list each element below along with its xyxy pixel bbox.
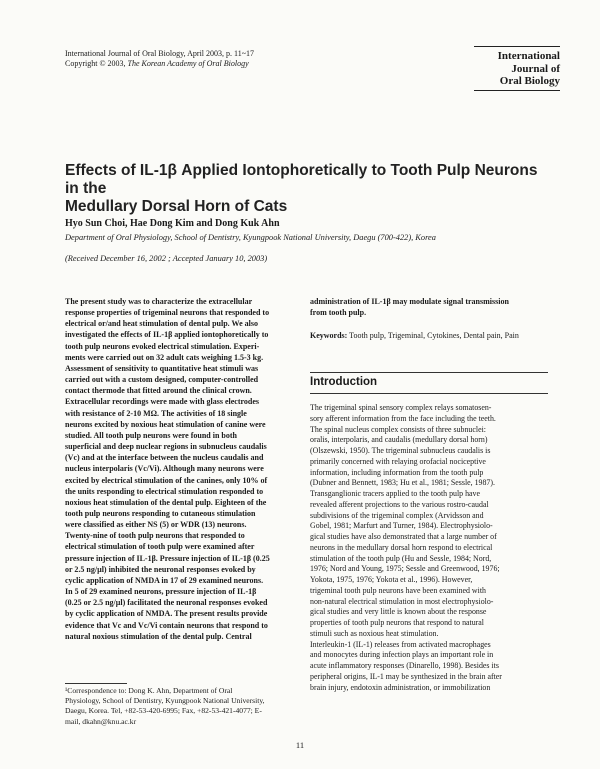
copyright-prefix: Copyright <box>65 59 100 68</box>
intro-line: (Olszewski, 1950). The trigeminal subnucleus caudalis is <box>310 446 491 455</box>
intro-line: 1976; Nord and Young, 1975; Sessle and Greenwood, 1976; <box>310 564 500 574</box>
abstract-line: response properties of trigeminal neurons that responded to <box>65 308 270 318</box>
intro-line: trigeminal tooth pulp neurons have been examined with <box>310 585 486 595</box>
abstract-line: by cyclic application of NMDA. The present results provide <box>65 609 268 619</box>
intro-line: brain injury, endotoxin administration, or immobilization <box>310 682 491 692</box>
abstract-line: or 2.5 ng/µl) inhibited the neuronal responses evoked by <box>65 564 256 574</box>
intro-line: (Dubner and Bennett, 1983; Hu et al., 1981; Sessle, 1987). <box>310 478 495 488</box>
intro-line: Transganglionic tracers applied to the tooth pulp have <box>310 489 480 498</box>
affiliation: Department of Oral Physiology, School of Dentistry, Kyungpook National University, Daegu (700-422), Korea <box>65 233 436 242</box>
abstract-line: electrical or/and heat stimulation of dental pulp. We also <box>65 319 258 329</box>
abstract-line: were classified as either NS (5) or WDR (13) neurons. <box>65 520 247 530</box>
correspondence-footnote <box>65 686 296 727</box>
abstract-line: studied. All tooth pulp neurons were found in both <box>65 430 237 440</box>
intro-line: and monocytes during infection plays an important role in <box>310 650 494 660</box>
footnote-line: Physiology, School of Dentistry, Kyungpook National University, <box>65 696 265 706</box>
journal-name-line: Oral Biology <box>499 75 560 87</box>
intro-line: acute inflammatory responses (Dinarello, 1998). Besides its <box>310 661 499 670</box>
intro-line: subdivisions of the trigeminal complex (Arvidsson and <box>310 510 484 520</box>
abstract-line: tooth pulp neurons responding to cutaneous stimulation <box>65 508 256 518</box>
intro-line: sory afferent information from the face including the teeth. <box>310 413 496 423</box>
title-line: Effects of IL-1β Applied Iontophoretically to Tooth Pulp Neurons in the <box>65 162 538 197</box>
footnote-line: mail, dkahn@knu.ac.kr <box>65 716 137 726</box>
abstract-line: neurons excited by noxious heat stimulation of canine were <box>65 419 266 429</box>
intro-line: The trigeminal spinal sensory complex relays somatosen- <box>310 403 492 412</box>
abstract-line: In 5 of 29 examined neurons, pressure injection of IL-1β <box>65 587 257 597</box>
journal-name-line: Journal of <box>511 62 560 75</box>
section-bottom-rule <box>310 393 548 394</box>
page-number: 11 <box>295 740 305 750</box>
keywords-label: Keywords: <box>310 331 348 340</box>
introduction-text <box>310 403 548 693</box>
intro-line: information, including information from the tooth pulp <box>310 467 484 477</box>
section-top-rule <box>310 372 548 373</box>
abstract-line: pressure injection of IL-1β. Pressure injection of IL-1β (0.25 <box>65 553 270 563</box>
keywords <box>310 330 548 341</box>
journal-bottom-rule <box>474 90 560 91</box>
intro-line: Gobel, 1981; Marfurt and Turner, 1984). Electrophysiolo- <box>310 521 493 531</box>
abstract-line: from tooth pulp. <box>310 308 367 318</box>
journal-name-box <box>474 50 560 88</box>
abstract-line: Twenty-nine of tooth pulp neurons that responded to <box>65 531 245 541</box>
intro-line: The spinal nucleus complex consists of three subnuclei: <box>310 424 486 434</box>
abstract-line: electrical stimulation of tooth pulp were examined after <box>65 542 255 552</box>
abstract-line: administration of IL-1β may modulate signal transmission <box>310 297 509 306</box>
journal-name-line: International <box>497 50 560 62</box>
intro-line: revealed afferent projections to the various rostro-caudal <box>310 499 489 509</box>
intro-line: Yokota, 1975, 1976; Yokota et al., 1996). However, <box>310 575 473 584</box>
title-line: Medullary Dorsal Horn of Cats <box>65 198 288 215</box>
intro-line: Interleukin-1 (IL-1) releases from activated macrophages <box>310 639 491 649</box>
intro-line: oralis, interpolaris, and caudalis (medullary dorsal horn) <box>310 435 488 445</box>
intro-line: gical studies and very little is known about the response <box>310 607 487 617</box>
abstract-line: evidence that Vc and Vc/Vi contain neurons that respond to <box>65 620 268 630</box>
footnote-rule <box>65 683 127 684</box>
abstract-line: (0.25 or 2.5 ng/µl) facilitated the neuronal responses evoked <box>65 598 268 608</box>
keywords-text: Tooth pulp, Trigeminal, Cytokines, Dental pain, Pain <box>347 331 519 340</box>
intro-line: peripheral origins, IL-1 may be synthesized in the brain after <box>310 671 502 681</box>
intro-line: properties of tooth pulp neurons that respond to natural <box>310 618 484 627</box>
intro-line: stimuli such as noxious heat stimulation. <box>310 628 439 638</box>
abstract-continuation <box>310 296 548 318</box>
intro-line: stimulation of the tooth pulp (Hu and Sessle, 1984; Nord, <box>310 553 492 563</box>
footnote-line: ¹Correspondence to: Dong K. Ahn, Department of Oral <box>65 686 233 695</box>
abstract-line: Assessment of sensitivity to quantitative heat stimuli was <box>65 363 259 373</box>
copyright-line <box>65 59 249 69</box>
intro-line: gical studies have also demonstrated that a large number of <box>310 532 497 541</box>
abstract <box>65 296 296 642</box>
abstract-line: the units responding to electrical stimulation responded to <box>65 486 264 496</box>
journal-top-rule <box>474 46 560 47</box>
abstract-line: carried out with a custom designed, computer-controlled <box>65 375 259 385</box>
received-dates: (Received December 16, 2002 ; Accepted January 10, 2003) <box>65 254 268 263</box>
footnote-line: Daegu, Korea. Tel, +82-53-420-6995; Fax, +82-53-421-4077; E- <box>65 706 262 716</box>
abstract-line: noxious heat stimulation of the dental pulp. Eighteen of the <box>65 497 267 507</box>
author-list: Hyo Sun Choi, Hae Dong Kim and Dong Kuk Ahn <box>65 218 280 229</box>
abstract-line: with resistance of 2-10 MΩ. The activities of 18 single <box>65 408 247 418</box>
abstract-line: natural noxious stimulation of the dental pulp. Central <box>65 631 252 641</box>
abstract-line: cyclic application of NMDA in 17 of 29 examined neurons. <box>65 575 264 585</box>
citation-line: International Journal of Oral Biology, April 2003, p. 11~17 <box>65 49 255 58</box>
copyright-holder: The Korean Academy of Oral Biology <box>127 59 249 68</box>
abstract-line: investigated the effects of IL-1β applied iontophoretically to <box>65 330 269 340</box>
intro-line: primarily concerned with relaying orofacial nociceptive <box>310 456 486 466</box>
intro-line: non-natural electrical stimulation in most electrophysiolo- <box>310 596 494 606</box>
article-title <box>65 162 555 216</box>
copyright-year: 2003, <box>105 59 128 68</box>
abstract-line: superficial and deep nuclear regions in subnucleus caudalis <box>65 442 267 452</box>
abstract-line: nucleus interpolaris (Vc/Vi). Although many neurons were <box>65 464 264 474</box>
abstract-line: Extracellular recordings were made with glass electrodes <box>65 397 260 407</box>
abstract-line: excited by electrical stimulation of the canines, only 10% of <box>65 475 268 485</box>
abstract-line: The present study was to characterize the extracellular <box>65 297 253 306</box>
copyright-icon: © <box>99 59 106 68</box>
intro-line: neurons in the medullary dorsal horn respond to electrical <box>310 542 493 552</box>
abstract-line: (Vc) and at the interface between the nucleus caudalis and <box>65 453 264 463</box>
abstract-line: contact thermode that fitted around the clinical crown. <box>65 386 252 396</box>
abstract-line: tooth pulp neurons evoked electrical stimulation. Experi- <box>65 341 260 351</box>
section-heading: Introduction <box>310 376 378 388</box>
abstract-line: ments were carried out on 32 adult cats weighing 1.5-3 kg. <box>65 352 264 362</box>
